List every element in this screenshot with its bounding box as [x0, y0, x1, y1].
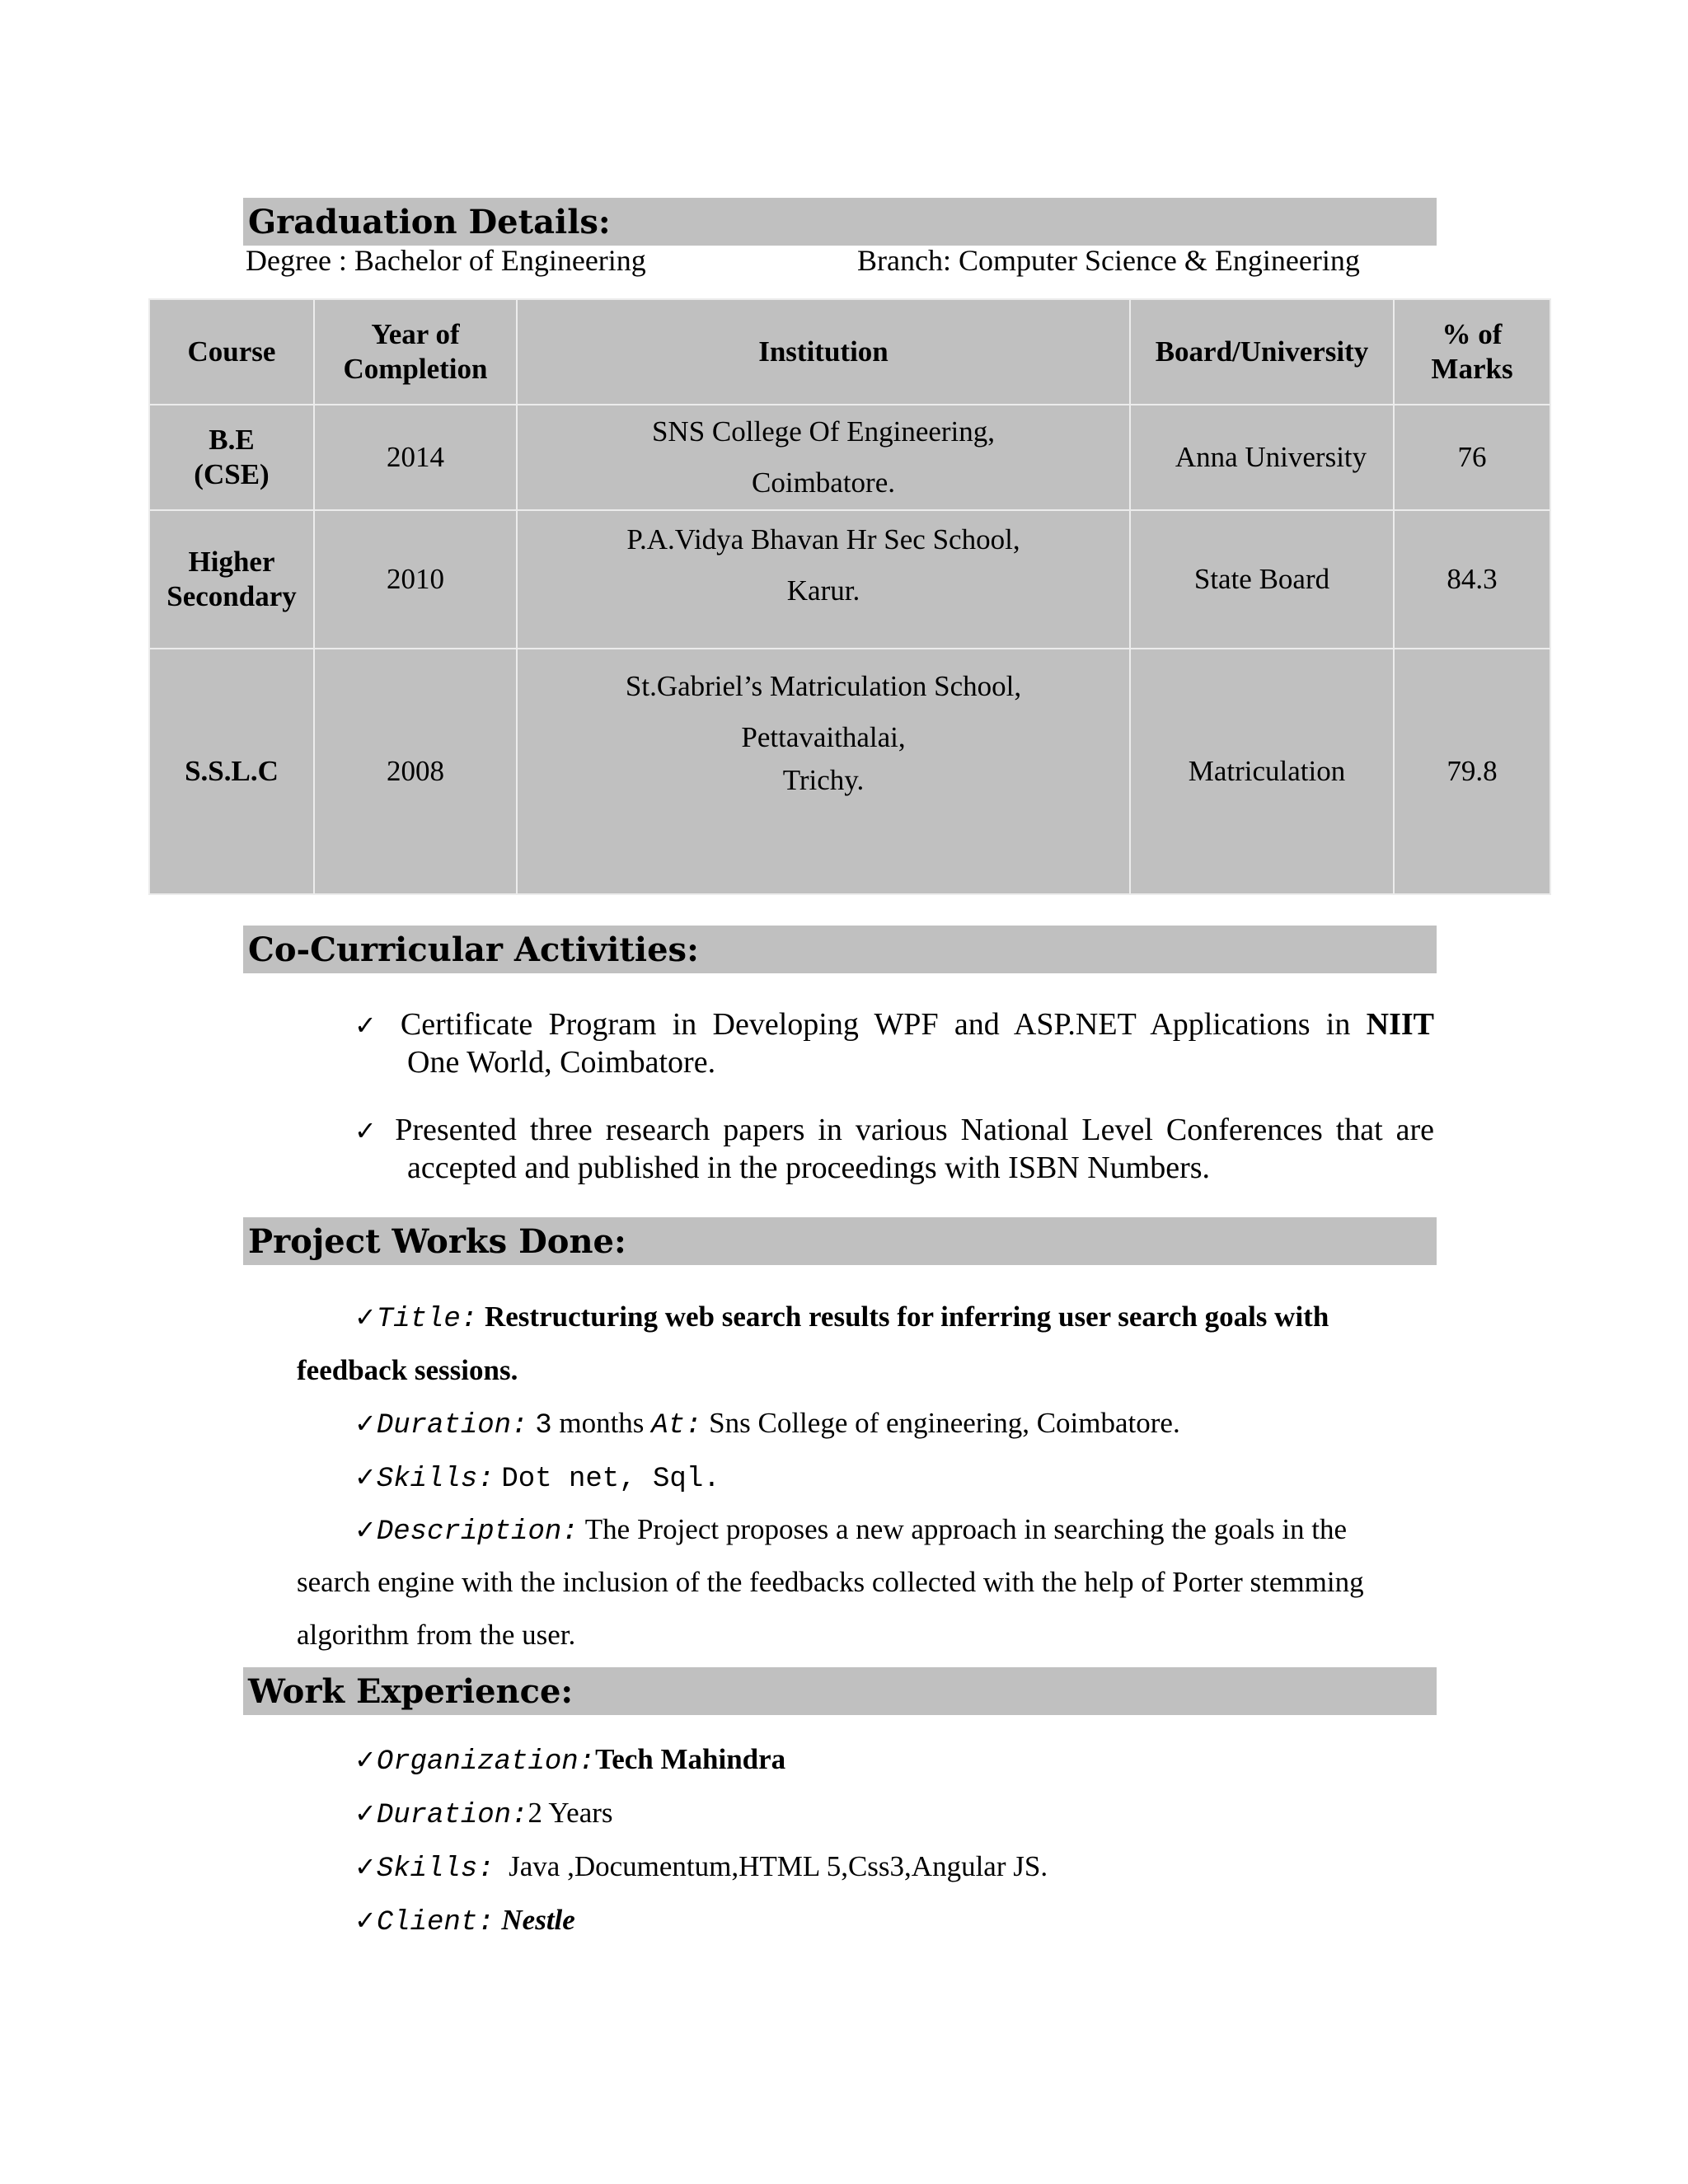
institution-line1: St.Gabriel’s Matriculation School, — [625, 670, 1022, 702]
project-duration-unit: months — [559, 1407, 645, 1439]
work-organization-value: Tech Mahindra — [595, 1743, 786, 1775]
board-cell: State Board — [1130, 510, 1394, 649]
header-course: Course — [149, 299, 314, 405]
check-icon: ✓ — [354, 1905, 377, 1936]
header-board: Board/University — [1130, 299, 1394, 405]
cocurricular-item-2 — [354, 1112, 1434, 1187]
course-cell — [149, 510, 314, 649]
niit-bold: NIIT — [1366, 1007, 1435, 1042]
course-line2: (CSE) — [194, 458, 270, 490]
work-client-label: Client: — [376, 1907, 495, 1938]
project-description-line3: algorithm from the user. — [297, 1619, 576, 1651]
work-skills-label: Skills: — [376, 1854, 495, 1885]
table-row — [149, 405, 1550, 510]
cocurricular-text: Presented three research papers in various National Level Conferences that are — [395, 1113, 1434, 1147]
branch-text: Branch: Computer Science & Engineering — [857, 244, 1360, 277]
table-header-row — [149, 299, 1550, 405]
board-cell: Matriculation — [1130, 649, 1394, 894]
graduation-heading: Graduation Details: — [243, 198, 1437, 246]
institution-line3: Trichy. — [782, 764, 865, 796]
check-icon: ✓ — [354, 1514, 377, 1545]
institution-line1: P.A.Vidya Bhavan Hr Sec School, — [626, 523, 1020, 555]
header-year — [314, 299, 517, 405]
marks-cell: 79.8 — [1394, 649, 1550, 894]
project-description-text: The Project proposes a new approach in searching the goals in the — [584, 1513, 1348, 1545]
check-icon: ✓ — [354, 1408, 377, 1439]
cocurricular-item-1 — [354, 1006, 1434, 1081]
project-title-line — [354, 1299, 1329, 1338]
cocurricular-item-1-line1 — [354, 1006, 1434, 1044]
header-marks-line1: % of — [1442, 318, 1503, 350]
project-at-label: At: — [651, 1410, 702, 1441]
table-row — [149, 510, 1550, 649]
check-icon: ✓ — [354, 1797, 377, 1829]
check-icon: ✓ — [354, 1301, 377, 1333]
cocurricular-item-1-line2: One World, Coimbatore. — [407, 1045, 716, 1080]
project-description-label: Description: — [376, 1516, 579, 1548]
header-year-line1: Year of — [371, 318, 460, 350]
cocurricular-text: Certificate Program in Developing WPF and ASP.NET Applications in — [400, 1007, 1351, 1042]
course-cell: S.S.L.C — [149, 649, 314, 894]
work-client-value: Nestle — [501, 1904, 575, 1936]
project-at-value: Sns College of engineering, Coimbatore. — [709, 1407, 1180, 1439]
year-cell: 2010 — [314, 510, 517, 649]
project-skills-label: Skills: — [376, 1464, 495, 1495]
project-description-line — [354, 1511, 1347, 1550]
institution-line1: SNS College Of Engineering, — [651, 415, 996, 448]
institution-line2: Pettavaithalai, — [741, 721, 906, 753]
work-skills-line — [354, 1849, 1048, 1887]
work-heading: Work Experience: — [243, 1667, 1437, 1715]
check-icon: ✓ — [354, 1461, 377, 1493]
project-title-label: Title: — [376, 1304, 478, 1335]
project-duration-label: Duration: — [376, 1410, 528, 1441]
institution-cell — [517, 405, 1130, 510]
work-skills-value: Java ,Documentum,HTML 5,Css3,Angular JS. — [509, 1850, 1048, 1882]
check-icon: ✓ — [354, 1851, 377, 1882]
work-duration-line — [354, 1795, 613, 1834]
check-icon: ✓ — [354, 1010, 385, 1041]
work-client-line — [354, 1902, 575, 1941]
header-year-line2: Completion — [343, 353, 488, 385]
project-duration-line — [354, 1405, 1180, 1444]
work-duration-value: 2 Years — [528, 1797, 613, 1829]
project-description-line2: search engine with the inclusion of the feedbacks collected with the help of Porter stemming — [297, 1566, 1364, 1598]
header-marks-line2: Marks — [1431, 353, 1513, 385]
year-cell: 2014 — [314, 405, 517, 510]
education-table — [148, 298, 1551, 895]
check-icon: ✓ — [354, 1115, 382, 1146]
project-heading: Project Works Done: — [243, 1217, 1437, 1265]
institution-line2: Coimbatore. — [752, 466, 895, 499]
marks-cell: 76 — [1394, 405, 1550, 510]
institution-cell — [517, 510, 1130, 649]
project-title-continued: feedback sessions. — [297, 1354, 518, 1386]
institution-line2: Karur. — [786, 574, 860, 607]
course-cell — [149, 405, 314, 510]
check-icon: ✓ — [354, 1744, 377, 1775]
cocurricular-item-2-line2: accepted and published in the proceedings with ISBN Numbers. — [407, 1151, 1211, 1185]
year-cell: 2008 — [314, 649, 517, 894]
marks-cell: 84.3 — [1394, 510, 1550, 649]
project-duration-number: 3 — [535, 1410, 552, 1441]
work-duration-label: Duration: — [376, 1800, 528, 1831]
course-line2: Secondary — [166, 580, 297, 612]
cocurricular-item-2-line1 — [354, 1112, 1434, 1150]
project-skills-line — [354, 1459, 720, 1497]
project-title-value: Restructuring web search results for inferring user search goals with — [484, 1301, 1329, 1333]
project-skills-value: Dot net, Sql. — [501, 1464, 720, 1495]
board-cell: Anna University — [1130, 405, 1394, 510]
course-line1: B.E — [209, 424, 255, 456]
header-institution: Institution — [517, 299, 1130, 405]
degree-text: Degree : Bachelor of Engineering — [246, 244, 646, 277]
header-marks — [1394, 299, 1550, 405]
work-organization-line — [354, 1741, 785, 1780]
cocurricular-heading: Co-Curricular Activities: — [243, 926, 1437, 973]
work-organization-label: Organization: — [376, 1746, 596, 1778]
course-line1: Higher — [188, 546, 275, 578]
table-row — [149, 649, 1550, 894]
institution-cell — [517, 649, 1130, 894]
